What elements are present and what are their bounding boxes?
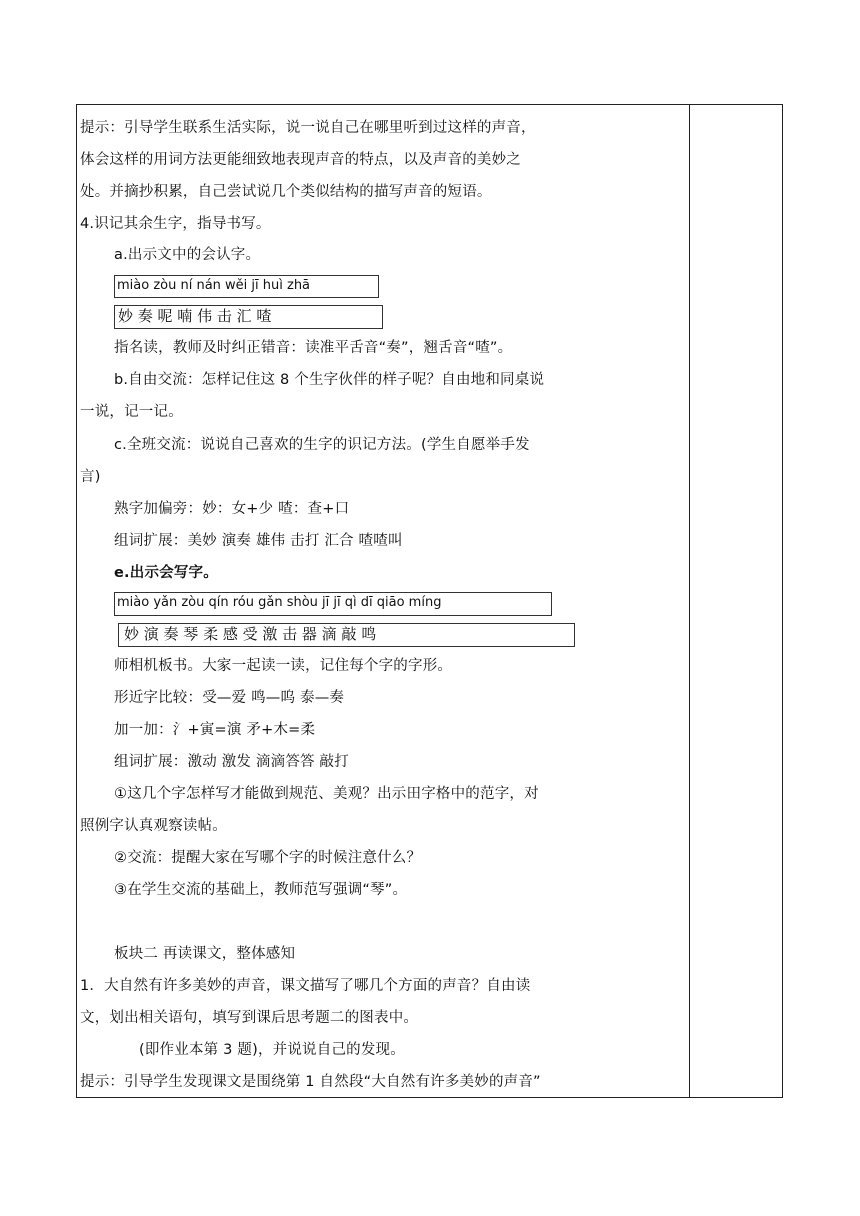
notes-column	[690, 105, 782, 1097]
text-line: b.自由交流：怎样记住这 8 个生字伙伴的样子呢？自由地和同桌说	[114, 372, 545, 388]
pinyin-box-1: miào zòu ní nán wěi jī huì zhā	[114, 275, 379, 298]
text-line: 形近字比较：受—爱 鸣—呜 泰—奏	[114, 690, 345, 706]
text-line: ①这几个字怎样写才能做到规范、美观？出示田字格中的范字，对	[114, 786, 539, 802]
text-line: 处。并摘抄积累，自己尝试说几个类似结构的描写声音的短语。	[80, 184, 492, 200]
lesson-table	[76, 104, 783, 1098]
text-line: ③在学生交流的基础上，教师范写强调“琴”。	[114, 882, 408, 898]
text-line: 组词扩展：美妙 演奏 雄伟 击打 汇合 喳喳叫	[114, 533, 403, 549]
text-line: 提示：引导学生联系生活实际，说一说自己在哪里听到过这样的声音，	[80, 120, 536, 136]
text-line: c.全班交流：说说自己喜欢的生字的识记方法。(学生自愿举手发	[114, 437, 530, 453]
text-line: 师相机板书。大家一起读一读，记住每个字的字形。	[114, 658, 453, 674]
text-line: 4.识记其余生字，指导书写。	[80, 216, 271, 232]
text-line: 文，划出相关语句，填写到课后思考题二的图表中。	[80, 1010, 419, 1026]
text-line: 照例字认真观察读帖。	[80, 818, 227, 834]
text-line: 指名读，教师及时纠正错音：读准平舌音“奏”，翘舌音“喳”。	[114, 340, 513, 356]
text-line: 1．大自然有许多美妙的声音，课文描写了哪几个方面的声音？自由读	[80, 978, 531, 994]
text-line: (即作业本第 3 题)，并说说自己的发现。	[139, 1042, 405, 1058]
text-line: 体会这样的用词方法更能细致地表现声音的特点，以及声音的美妙之	[80, 152, 521, 168]
text-line: a.出示文中的会认字。	[114, 247, 261, 263]
pinyin-box-2: miào yǎn zòu qín róu gǎn shòu jī jī qì dī qiāo míng	[114, 592, 552, 616]
text-line: 提示：引导学生发现课文是围绕第 1 自然段“大自然有许多美妙的声音”	[80, 1074, 541, 1090]
text-line: 一说，记一记。	[80, 404, 183, 420]
character-box-2: 妙 演 奏 琴 柔 感 受 激 击 器 滴 敲 鸣	[118, 623, 575, 647]
section-heading: 板块二 再读课文，整体感知	[114, 946, 296, 962]
text-line: ②交流：提醒大家在写哪个字的时候注意什么？	[114, 850, 422, 866]
text-line: e.出示会写字。	[114, 565, 218, 581]
character-box-1: 妙 奏 呢 喃 伟 击 汇 喳	[114, 305, 383, 329]
text-line: 熟字加偏旁：妙：女+少 喳：查+口	[114, 501, 350, 517]
text-line: 言)	[80, 469, 101, 485]
text-line: 加一加：氵+寅=演 矛+木=柔	[114, 722, 316, 738]
text-line: 组词扩展：激动 激发 滴滴答答 敲打	[114, 754, 349, 770]
